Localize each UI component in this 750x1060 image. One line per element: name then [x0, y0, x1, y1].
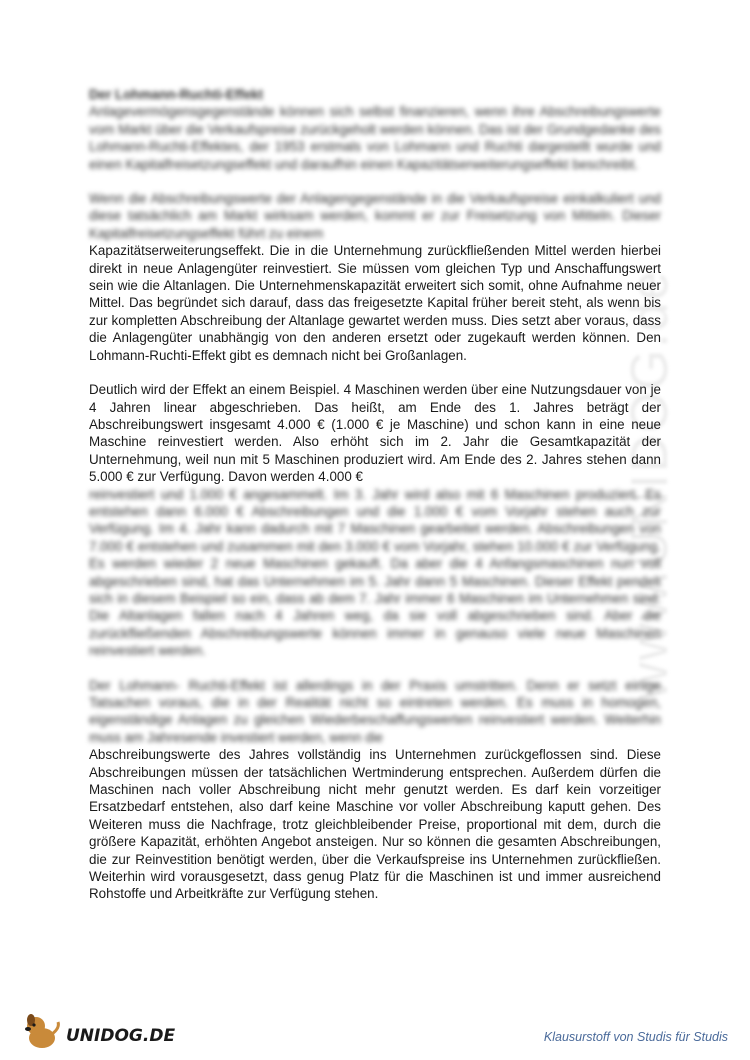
paragraph-4: Abschreibungswerte des Jahres vollständig ins Unternehmen zurückgeflossen sind. Diese Abschreibungen müssen der tatsächlichen Wertminderung entsprechen. Außerdem dürfen die Maschinen nach voller Abschreibung nicht mehr genutzt werden. Es darf kein vorzeitiger Ersatzbedarf entstehen, also darf keine Maschine vor voller Abschreibung kaputt gehen. Des Weiteren muss die Nachfrage, trotz gleichbleibender Preise, proportional mit dem, durch die größere Kapazität, erhöhten Angebot ansteigen. Nur so können die gesamten Abschreibungen, die zur Reinvestition benötigt werden, über die Verkaufspreise ins Unternehmen zurückfließen. Weiterhin wird vorausgesetzt, dass genug Platz für die Maschinen ist und immer ausreichend Rohstoffe und Arbeitkräfte zur Verfügung stehen.	[89, 747, 661, 902]
paragraph-2: Kapazitätserweiterungseffekt. Die in die Unternehmung zurückfließenden Mittel werden hierbei direkt in neue Anlagengüter reinvestiert. Sie müssen vom gleichen Typ und Anschaffungswert sein wie die Altanlagen. Die Unternehmenskapazität erweitert sich somit, ohne Aufnahme neuer Mittel. Das begründet sich darauf, dass das freigesetzte Kapital früher bereit steht, als wenn bis zur kompletten Abschreibung der Altanlage gewartet werden muss. Dies setzt aber voraus, dass die Anlagengüter unabhängig von den anderen ersetzt oder zugekauft werden können. Den Lohmann-Ruchti-Effekt gibt es demnach nicht bei Großanlagen.	[89, 243, 661, 363]
paragraph-3: Deutlich wird der Effekt an einem Beispiel. 4 Maschinen werden über eine Nutzungsdauer von je 4 Jahren linear abgeschrieben. Das heißt, am Ende des 1. Jahres beträgt der Abschreibungswert insgesamt 4.000 € (1.000 € je Maschine) und schon kann in eine neue Maschine reinvestiert werden. Also erhöht sich im 2. Jahr die Gesamtkapazität der Unternehmung, weil nun mit 5 Maschinen produziert wird. Am Ende des 2. Jahres stehen dann 5.000 € zur Verfügung. Davon werden 4.000 €	[89, 382, 661, 485]
logo-text: UNIDOG.DE	[66, 1026, 176, 1046]
paragraph-2-blurred: Wenn die Abschreibungswerte der Anlagengegenstände in die Verkaufspreise einkalkuliert und diese tatsächlich am Markt wirksam werden, kommt er zur Freisetzung von Mitteln. Dieser Kapitalfreisetzungseffekt führt zu einem	[89, 191, 661, 241]
document-body	[89, 86, 661, 903]
watermark: www.UNIDOG.de	[621, 269, 679, 700]
blurred-section-intro	[89, 86, 661, 173]
footer-tagline: Klausurstoff von Studis für Studis	[543, 1030, 728, 1044]
dog-icon	[22, 1012, 62, 1050]
paragraph-3-blurred: reinvestiert und 1.000 € angesammelt. Im 3. Jahr wird also mit 6 Maschinen produziert. Es entstehen dann 6.000 € Abschreibungen und die 1.000 € vom Vorjahr stehen auch zur Verfügung. Im 4. Jahr kann dadurch mit 7 Maschinen gearbeitet werden. Abschreibungen von 7.000 € entstehen und zusammen mit den 3.000 € vom Vorjahr, stehen 10.000 € zur Verfügung. Es werden wieder 2 neue Maschinen gekauft. Da aber die 4 Anfangsmaschinen nun voll abgeschrieben sind, hat das Unternehmen im 5. Jahr dann 5 Maschinen. Dieser Effekt pendelt sich in diesem Beispiel so ein, dass ab dem 7. Jahr immer 6 Maschinen im Unternehmen sind. Die Altanlagen fallen nach 4 Jahren weg, da sie voll abgeschrieben sind. Aber die zurückfließenden Abschreibungswerte können immer in genauso viele neue Maschinen reinvestiert werden.	[89, 486, 661, 659]
paragraph-4-blurred: Der Lohmann- Ruchti-Effekt ist allerdings in der Praxis umstritten. Denn er setzt einige Tatsachen voraus, die in der Realität nicht so eintreten werden. Es muss in homogen, eigenständige Anlagen zu gleichen Wiederbeschaffungswerten reinvestiert werden. Weiterhin muss am Jahresende investiert werden, wenn die	[89, 677, 661, 745]
unidog-logo[interactable]	[22, 1012, 175, 1050]
paragraph-intro: Anlagevermögensgegenstände können sich selbst finanzieren, wenn ihre Abschreibungswerte vom Markt über die Verkaufspreise zurückgeholt werden können. Das ist der Grundgedanke des Lohmann-Ruchti-Effektes, der 1953 erstmals von Lohmann und Ruchti dargestellt wurde und einen Kapitalfreisetzungseffekt und daraufhin einen Kapazitätserweiterungseffekt beschreibt.	[89, 104, 661, 172]
document-heading: Der Lohmann-Ruchti-Effekt	[89, 87, 264, 102]
